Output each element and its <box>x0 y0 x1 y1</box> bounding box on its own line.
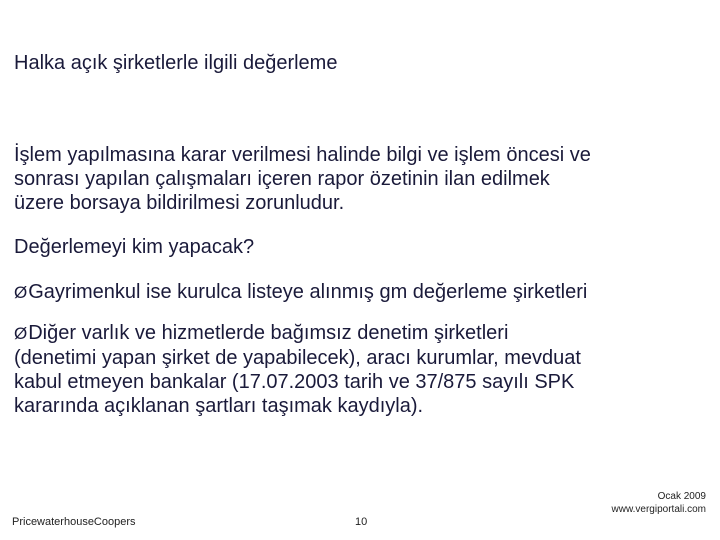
bullet-item-other-assets <box>14 321 714 418</box>
text-line: (denetimi yapan şirket de yapabilecek), aracı kurumlar, mevduat <box>14 347 581 369</box>
footer-page-number: 10 <box>355 516 368 528</box>
arrow-bullet-icon: Ø <box>14 283 28 302</box>
text-line <box>14 321 714 346</box>
text-line: sonrası yapılan çalışmaları içeren rapor özetinin ilan edilmek <box>14 168 550 190</box>
bullet-item-real-estate <box>14 280 587 305</box>
text-line: kabul etmeyen bankalar (17.07.2003 tarih ve 37/875 sayılı SPK <box>14 371 575 393</box>
bullet-text: Diğer varlık ve hizmetlerde bağımsız denetim şirketleri <box>28 322 509 344</box>
question-heading: Değerlemeyi kim yapacak? <box>14 236 255 258</box>
text-line: İşlem yapılmasına karar verilmesi halinde bilgi ve işlem öncesi ve <box>14 144 591 166</box>
text-line: üzere borsaya bildirilmesi zorunludur. <box>14 192 345 214</box>
footer-date: Ocak 2009 <box>657 491 706 502</box>
paragraph-disclosure <box>14 143 714 215</box>
footer-date-website <box>612 490 706 516</box>
arrow-bullet-icon: Ø <box>14 324 28 343</box>
bullet-text: Gayrimenkul ise kurulca listeye alınmış gm değerleme şirketleri <box>28 281 588 303</box>
footer-website: www.vergiportali.com <box>611 504 706 515</box>
text-line: kararında açıklanan şartları taşımak kaydıyla). <box>14 395 424 417</box>
slide-title: Halka açık şirketlerle ilgili değerleme <box>14 52 338 74</box>
text-line <box>14 280 587 305</box>
footer-company: PricewaterhouseCoopers <box>12 516 136 528</box>
